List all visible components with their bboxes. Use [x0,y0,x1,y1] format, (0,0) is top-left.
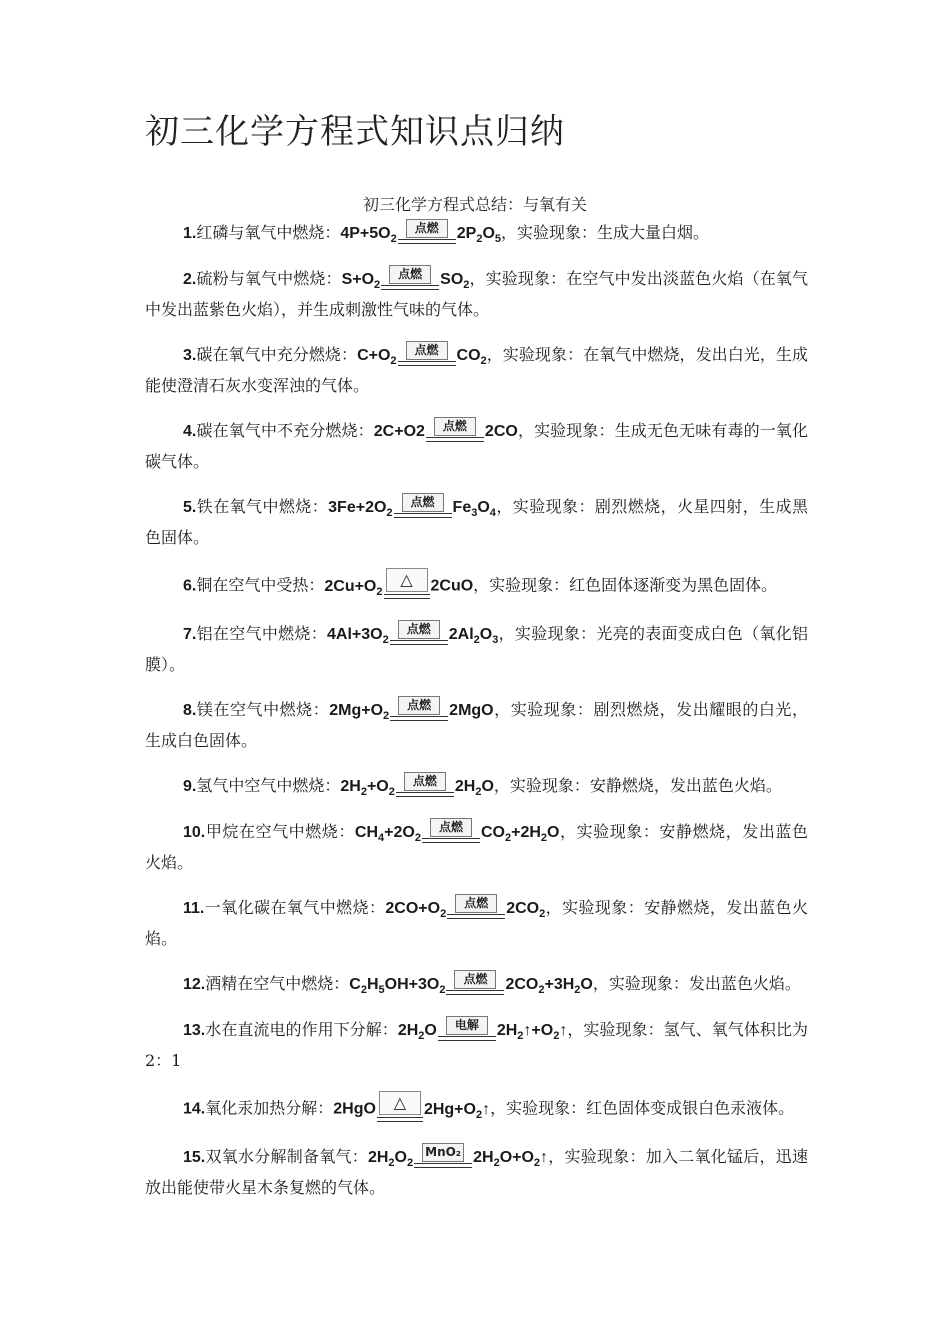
formula-text: +2H [511,824,541,841]
equals-line [414,1163,472,1164]
formula-subscript: 2 [493,1157,500,1169]
formula-subscript: 2 [414,832,421,844]
formula-text: 2H [496,1022,518,1039]
formula-text: S+O [341,271,375,288]
formula-left [329,702,390,722]
equals-line [381,289,439,290]
formula-left [324,577,383,598]
equals-line [390,720,448,721]
formula-text: ↑ [540,1149,549,1166]
formula-subscript: 2 [473,634,480,646]
reaction-description: 水在直流电的作用下分解： [205,1020,398,1039]
formula-left [367,1149,414,1169]
condition-label: 点燃 [404,772,446,791]
formula-subscript: 2 [538,984,545,996]
equation-item [145,568,808,604]
item-number: 13. [183,1022,206,1039]
equals-line [377,1121,423,1122]
formula-text: 3Fe+2O [328,499,387,516]
equals-line [438,1036,496,1037]
equals-line [384,598,430,599]
experiment-phenomenon: ，实验现象：发出蓝色火焰。 [592,974,801,993]
formula-text: 2MgO [449,702,494,719]
condition-label: 点燃 [430,818,472,837]
experiment-phenomenon: ，实验现象：加入二氧化锰后，迅速放出能使带火星木条复燃的气体。 [145,1147,808,1197]
equation-item [145,264,808,325]
item-number: 12. [183,976,206,993]
reaction-condition [447,894,505,924]
formula-subscript: 3 [492,634,499,646]
heat-symbol-icon: △ [379,1091,421,1115]
formula-text: O [394,1149,407,1166]
item-number: 5. [183,499,197,516]
equals-line [422,838,480,839]
formula-left [385,900,447,920]
item-number: 4. [183,423,197,440]
equals-line [390,716,448,717]
equation-item [145,817,808,878]
formula-text: ↑+O [523,1022,554,1039]
formula-text: 2H [397,1022,419,1039]
formula-subscript: 2 [376,585,383,598]
experiment-phenomenon: ，实验现象：在空气中发出淡蓝色火焰（在氧气中发出蓝紫色火焰），并生成刺激性气味的气体。 [145,269,808,319]
formula-subscript: 2 [360,984,367,996]
experiment-phenomenon: ，实验现象：安静燃烧，发出蓝色火焰。 [145,898,808,948]
reaction-description: 铜在空气中受热： [196,575,325,595]
item-number: 9. [183,778,197,795]
formula-right [480,824,560,844]
formula-subscript: 2 [553,1030,560,1042]
formula-text: 2CO [506,900,540,917]
page-title: 初三化学方程式知识点归纳 [145,112,565,152]
formula-subscript: 2 [360,786,367,798]
equation-item [145,771,808,802]
formula-left [340,778,395,798]
condition-label: 点燃 [398,696,440,715]
formula-text: 2Hg+O [423,1100,476,1118]
formula-text: 2Al [448,626,474,643]
condition-label: 点燃 [402,493,444,512]
reaction-description: 酒精在空气中燃烧： [205,974,350,993]
formula-text: O [424,1022,437,1039]
experiment-phenomenon: ，实验现象：光亮的表面变成白色（氧化铝膜）。 [145,624,808,674]
reaction-condition [394,493,452,523]
formula-subscript: 2 [475,786,482,798]
experiment-phenomenon: ，实验现象：剧烈燃烧，火星四射，生成黑色固体。 [145,497,808,547]
formula-left [397,1022,437,1042]
formula-left [357,347,397,367]
formula-text: 2Cu+O [324,577,377,595]
formula-subscript: 4 [378,832,385,844]
condition-label: 点燃 [406,219,448,238]
reaction-condition [390,620,448,650]
formula-right [456,347,487,367]
formula-text: C [349,976,361,993]
reaction-description: 氧化汞加热分解： [205,1098,334,1118]
formula-right [452,499,496,519]
formula-text: ↑ [482,1100,491,1118]
equation-item [145,893,808,954]
formula-left [340,225,397,245]
experiment-phenomenon: ，实验现象：生成无色无味有毒的一氧化碳气体。 [145,421,808,471]
experiment-phenomenon: ，实验现象：在氧气中燃烧，发出白光，生成能使澄清石灰水变浑浊的气体。 [145,345,808,395]
condition-label: 电解 [446,1016,488,1035]
formula-subscript: 2 [504,832,512,844]
formula-subscript: 2 [540,832,548,844]
reaction-condition [398,341,456,371]
item-number: 3. [183,347,197,364]
reaction-description: 氢气中空气中燃烧： [196,776,341,795]
equals-line [377,1117,423,1118]
equals-line [447,918,505,919]
formula-right [456,225,502,245]
formula-text: O [479,626,493,643]
equals-line [426,437,484,438]
formula-text: 2H [473,1149,494,1166]
formula-subscript: 2 [383,710,390,722]
formula-left [349,976,446,996]
equation-list [145,218,808,1218]
equation-item [145,218,808,249]
reaction-condition [390,696,448,726]
reaction-condition [422,818,480,848]
formula-text: 2HgO [333,1100,376,1118]
formula-right [496,1022,568,1042]
item-number: 11. [183,900,205,917]
formula-subscript: 4 [489,507,496,519]
formula-text: O [481,778,494,795]
reaction-description: 一氧化碳在氧气中燃烧： [204,898,386,917]
formula-right [448,626,499,646]
formula-subscript: 2 [463,279,470,291]
formula-subscript: 2 [440,908,447,920]
formula-text: 2CO [484,423,518,440]
formula-left [327,626,389,646]
formula-text: 4Al+3O [327,626,383,643]
equation-item [145,695,808,756]
condition-label: 点燃 [398,620,440,639]
formula-right [423,1100,491,1121]
formula-text: CO [480,824,505,841]
formula-subscript: 2 [406,1157,414,1169]
item-number: 15. [183,1149,206,1166]
equals-line [446,990,504,991]
reaction-description: 铁在氧气中燃烧： [196,497,329,516]
reaction-description: 铝在空气中燃烧： [196,624,328,643]
formula-text: +3H [544,976,575,993]
formula-subscript: 5 [378,984,385,996]
experiment-phenomenon: ，实验现象：剧烈燃烧，发出耀眼的白光，生成白色固体。 [145,700,808,750]
formula-right [473,1149,549,1169]
formula-left [374,423,425,440]
equals-line [398,239,456,240]
equation-item [145,416,808,477]
formula-text: C+O [357,347,391,364]
formula-text: 4P+5O [340,225,391,242]
item-number: 1. [183,225,197,242]
equals-line [394,513,452,514]
condition-label: 点燃 [389,265,431,284]
formula-text: 2H [340,778,361,795]
equals-line [396,792,454,793]
item-number: 6. [183,577,197,595]
formula-right [485,423,518,440]
formula-right [431,578,474,595]
condition-label: 点燃 [454,970,496,989]
reaction-description: 碳在氧气中不充分燃烧： [196,421,374,440]
formula-text: CH [354,824,379,841]
equals-line [398,361,456,362]
formula-subscript: 2 [476,233,483,245]
experiment-phenomenon: ，实验现象：红色固体变成银白色汞液体。 [490,1098,795,1118]
equation-item [145,1015,808,1076]
formula-right [440,271,470,291]
reaction-description: 红磷与氧气中燃烧： [196,223,341,242]
formula-text: O+O [499,1149,534,1166]
heat-symbol-icon: △ [386,568,428,592]
formula-subscript: 2 [574,984,581,996]
condition-label: 点燃 [406,341,448,360]
item-number: 7. [183,626,197,643]
equation-item [145,340,808,401]
equals-line [396,796,454,797]
equals-line [390,644,448,645]
formula-subscript: 5 [494,233,502,245]
equation-item [145,1091,808,1127]
reaction-description: 镁在空气中燃烧： [196,700,330,719]
formula-text: O [547,824,560,841]
formula-subscript: 2 [480,355,487,367]
formula-left [333,1101,376,1118]
reaction-condition [377,1091,423,1127]
reaction-condition [384,568,430,604]
item-number: 10. [183,824,206,841]
equals-line [426,441,484,442]
formula-text: SO [440,271,464,288]
formula-text: 2CO+O [385,900,441,917]
reaction-condition [381,265,439,295]
formula-subscript: 2 [374,279,381,291]
equals-line [438,1040,496,1041]
equals-line [390,640,448,641]
equals-line [446,994,504,995]
formula-text: 2P [456,225,477,242]
condition-label: 点燃 [455,894,497,913]
formula-text: +O [366,778,389,795]
formula-right [505,976,593,996]
formula-right [454,778,494,798]
item-number: 14. [183,1100,206,1118]
formula-left [341,271,381,291]
formula-right [506,900,546,920]
formula-text: ↑ [559,1022,568,1039]
reaction-condition [414,1143,472,1173]
section-subtitle: 初三化学方程式总结：与氧有关 [362,195,587,214]
formula-subscript: 2 [388,786,395,798]
formula-subscript: 2 [539,908,546,920]
equals-line [422,842,480,843]
reaction-description: 碳在氧气中充分燃烧： [196,345,358,364]
equals-line [414,1167,472,1168]
formula-text: OH+3O [384,976,440,993]
formula-subscript: 2 [388,1157,395,1169]
formula-text: O [580,976,593,993]
reaction-condition [398,219,456,249]
formula-subscript: 2 [382,634,389,646]
equation-item [145,969,808,1000]
formula-subscript: 2 [439,984,446,996]
equation-item [145,1142,808,1203]
formula-subscript: 2 [475,1108,483,1121]
reaction-description: 硫粉与氧气中燃烧： [196,269,342,288]
experiment-phenomenon: ，实验现象：生成大量白烟。 [501,223,710,242]
formula-text: 2C+O2 [373,423,425,440]
formula-subscript: 2 [390,355,397,367]
formula-text: +2O [384,824,415,841]
formula-text: 2CuO [430,577,474,595]
formula-text: CO [456,347,481,364]
formula-text: H [366,976,379,993]
equals-line [398,365,456,366]
formula-left [354,824,421,844]
reaction-description: 甲烷在空气中燃烧： [205,822,355,841]
item-number: 2. [183,271,197,288]
formula-text: O [482,225,495,242]
formula-subscript: 2 [533,1157,541,1169]
experiment-phenomenon: ，实验现象：安静燃烧，发出蓝色火焰。 [145,822,808,872]
formula-subscript: 2 [517,1030,524,1042]
reaction-condition [396,772,454,802]
formula-left [328,499,393,519]
reaction-condition [426,417,484,447]
formula-text: 2Mg+O [329,702,384,719]
equals-line [384,594,430,595]
formula-text: 2H [454,778,476,795]
reaction-condition [446,970,504,1000]
equation-item [145,492,808,553]
formula-subscript: 2 [418,1030,425,1042]
equals-line [447,914,505,915]
formula-text: 2CO [505,976,539,993]
experiment-phenomenon: ，实验现象：红色固体逐渐变为黑色固体。 [473,575,778,595]
reaction-condition [438,1016,496,1046]
equals-line [398,243,456,244]
equation-item [145,619,808,680]
formula-subscript: 2 [386,507,393,519]
condition-label: 点燃 [434,417,476,436]
equals-line [394,517,452,518]
equals-line [381,285,439,286]
formula-text: Fe [452,499,472,516]
formula-subscript: 3 [471,507,478,519]
formula-right [449,702,493,719]
formula-text: O [477,499,490,516]
experiment-phenomenon: ，实验现象：安静燃烧，发出蓝色火焰。 [493,776,782,795]
formula-subscript: 2 [390,233,397,245]
condition-label: MnO₂ [422,1143,464,1162]
experiment-phenomenon: ，实验现象：氢气、氧气体积比为 2：1 [145,1020,808,1070]
formula-text: 2H [367,1149,389,1166]
reaction-description: 双氧水分解制备氧气： [205,1147,368,1166]
item-number: 8. [183,702,197,719]
